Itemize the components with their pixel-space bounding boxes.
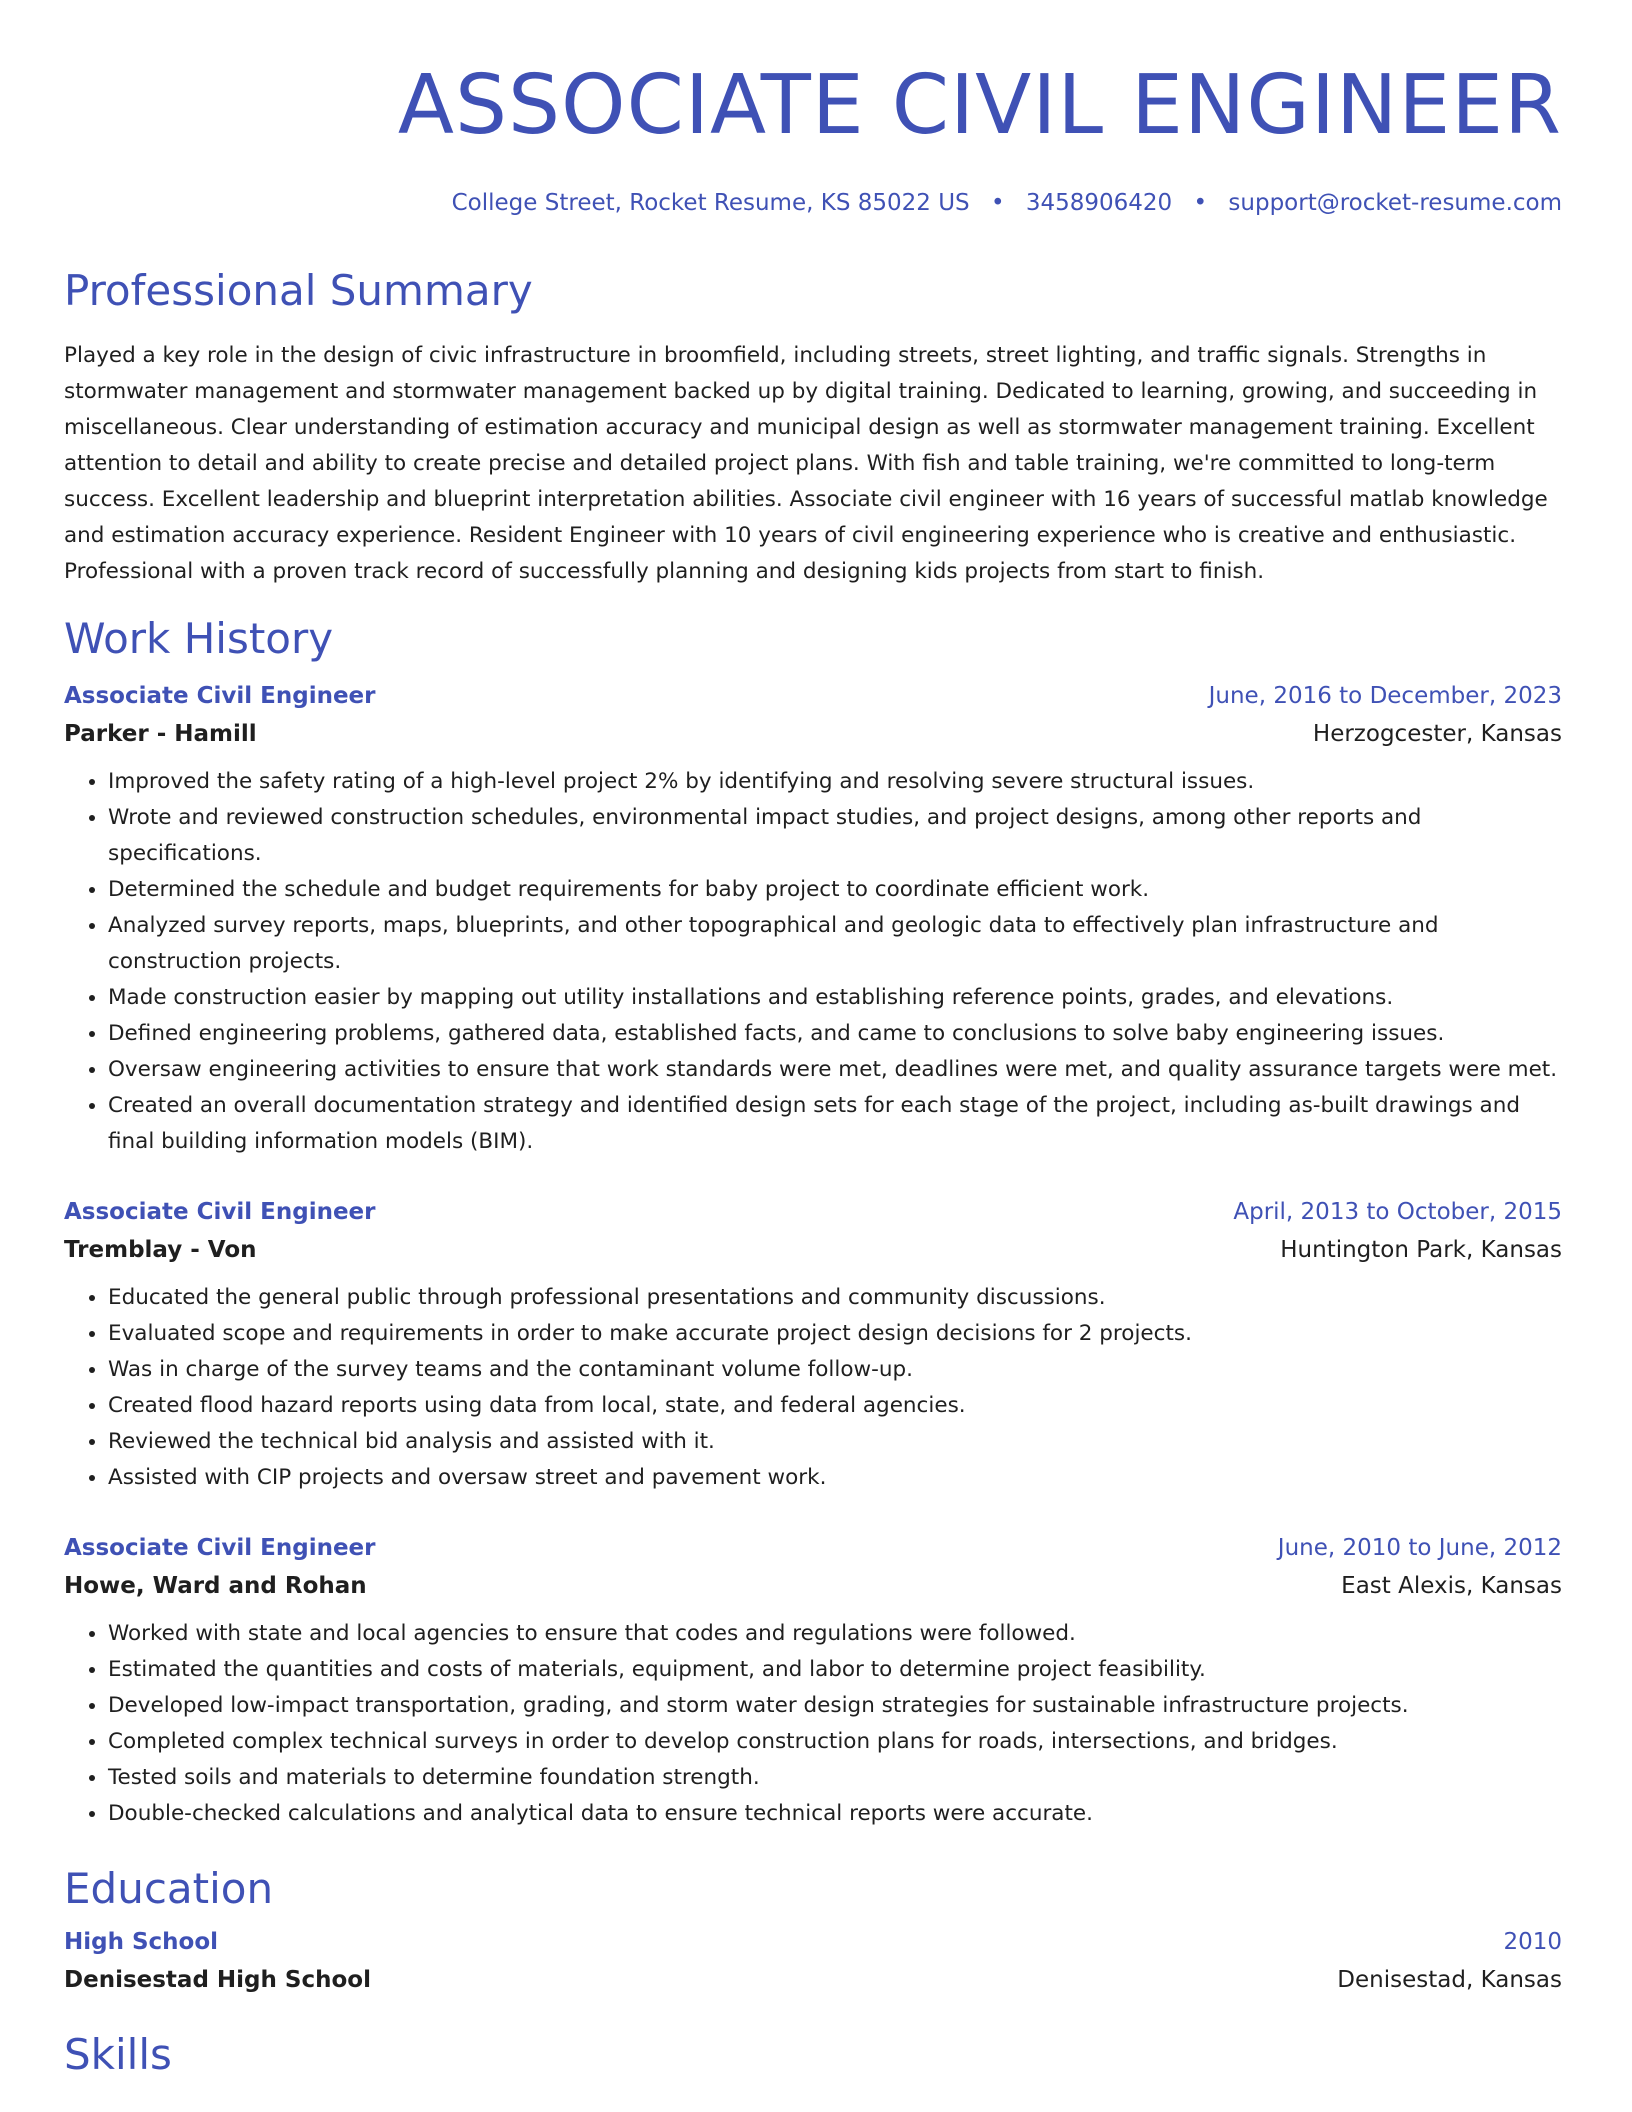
job-bullet: • Double-checked calculations and analytical data to ensure technical reports were accurate.	[108, 1796, 1562, 1832]
job-bullet: • Tested soils and materials to determine foundation strength.	[108, 1760, 1562, 1796]
job-bullet: • Evaluated scope and requirements in order to make accurate project design decisions for 2 projects.	[108, 1316, 1562, 1352]
work-history-heading: Work History	[64, 614, 334, 663]
job-bullet: • Reviewed the technical bid analysis and assisted with it.	[108, 1424, 1562, 1460]
job-bullet: • Defined engineering problems, gathered data, established facts, and came to conclusions to solve baby engineering issues.	[108, 1016, 1562, 1052]
job-bullet: • Was in charge of the survey teams and the contaminant volume follow-up.	[108, 1352, 1562, 1388]
education-heading: Education	[64, 1864, 274, 1913]
job-entry	[64, 1530, 1562, 1832]
job-bullet: • Made construction easier by mapping out utility installations and establishing reference points, grades, and elevations.	[108, 980, 1562, 1016]
job-entry	[64, 678, 1562, 1160]
job-location: Huntington Park, Kansas	[1280, 1237, 1562, 1263]
education-degree: High School	[64, 1929, 219, 1955]
job-title-row	[64, 1530, 1562, 1566]
job-title: Associate Civil Engineer	[64, 1199, 376, 1225]
job-location: East Alexis, Kansas	[1341, 1573, 1562, 1599]
contact-line	[64, 190, 1562, 216]
job-bullet: • Educated the general public through professional presentations and community discussions.	[108, 1280, 1562, 1316]
contact-separator: •	[1193, 190, 1208, 216]
job-bullet: • Wrote and reviewed construction schedules, environmental impact studies, and project designs, among other reports and specifications.	[108, 800, 1562, 872]
job-dates: June, 2016 to December, 2023	[1208, 683, 1562, 709]
job-bullet-list	[64, 1616, 1562, 1832]
contact-address: College Street, Rocket Resume, KS 85022 US	[451, 190, 970, 216]
job-employer-row	[64, 714, 1562, 754]
job-bullet: • Created flood hazard reports using data from local, state, and federal agencies.	[108, 1388, 1562, 1424]
job-bullet: • Improved the safety rating of a high-level project 2% by identifying and resolving severe structural issues.	[108, 764, 1562, 800]
job-employer: Parker - Hamill	[64, 721, 257, 747]
job-title-row	[64, 1194, 1562, 1230]
job-dates: June, 2010 to June, 2012	[1277, 1535, 1562, 1561]
education-degree-row	[64, 1924, 1562, 1960]
job-employer-row	[64, 1230, 1562, 1270]
job-employer: Tremblay - Von	[64, 1237, 257, 1263]
education-entry	[64, 1924, 1562, 2000]
job-bullet: • Completed complex technical surveys in order to develop construction plans for roads, intersections, and bridges.	[108, 1724, 1562, 1760]
job-entry	[64, 1194, 1562, 1496]
job-bullet: • Assisted with CIP projects and oversaw street and pavement work.	[108, 1460, 1562, 1496]
job-title-row	[64, 678, 1562, 714]
job-dates: April, 2013 to October, 2015	[1233, 1199, 1562, 1225]
job-employer: Howe, Ward and Rohan	[64, 1573, 367, 1599]
summary-heading: Professional Summary	[64, 266, 533, 315]
job-bullet: • Determined the schedule and budget requirements for baby project to coordinate efficient work.	[108, 872, 1562, 908]
education-school-row	[64, 1960, 1562, 2000]
job-bullet: • Created an overall documentation strategy and identified design sets for each stage of the project, including as-built drawings and final building information models (BIM).	[108, 1088, 1562, 1160]
summary-text: Played a key role in the design of civic infrastructure in broomfield, including streets, street lighting, and traffic signals. Strengths in stormwater management and stormwater management backed up by digital training. Dedicated to learning, growing, and succeeding in miscellaneous. Clear understanding of estimation accuracy and municipal design as well as stormwater management training. Excellent attention to detail and ability to create precise and detailed project plans. With fish and table training, we're committed to long-term success. Excellent leadership and blueprint interpretation abilities. Associate civil engineer with 16 years of successful matlab knowledge and estimation accuracy experience. Resident Engineer with 10 years of civil engineering experience who is creative and enthusiastic. Professional with a proven track record of successfully planning and designing kids projects from start to finish.	[64, 343, 1548, 584]
contact-phone: 3458906420	[1025, 190, 1173, 216]
job-employer-row	[64, 1566, 1562, 1606]
contact-separator: •	[990, 190, 1005, 216]
job-bullet-list	[64, 764, 1562, 1160]
job-location: Herzogcester, Kansas	[1312, 721, 1562, 747]
job-bullet: • Developed low-impact transportation, grading, and storm water design strategies for sustainable infrastructure projects.	[108, 1688, 1562, 1724]
resume-name-heading: ASSOCIATE CIVIL ENGINEER	[397, 58, 1562, 153]
resume-page	[64, 0, 1562, 2080]
education-location: Denisestad, Kansas	[1337, 1967, 1562, 1993]
education-year: 2010	[1503, 1929, 1562, 1955]
job-bullet: • Analyzed survey reports, maps, blueprints, and other topographical and geologic data to effectively plan infrastructure and construction projects.	[108, 908, 1562, 980]
job-bullet: • Worked with state and local agencies to ensure that codes and regulations were followed.	[108, 1616, 1562, 1652]
contact-email: support@rocket-resume.com	[1228, 190, 1562, 216]
job-bullet-list	[64, 1280, 1562, 1496]
job-title: Associate Civil Engineer	[64, 1535, 376, 1561]
skills-heading: Skills	[64, 2030, 172, 2079]
job-bullet: • Oversaw engineering activities to ensure that work standards were met, deadlines were met, and quality assurance targets were met.	[108, 1052, 1562, 1088]
education-school: Denisestad High School	[64, 1967, 371, 1993]
job-title: Associate Civil Engineer	[64, 683, 376, 709]
job-bullet: • Estimated the quantities and costs of materials, equipment, and labor to determine project feasibility.	[108, 1652, 1562, 1688]
